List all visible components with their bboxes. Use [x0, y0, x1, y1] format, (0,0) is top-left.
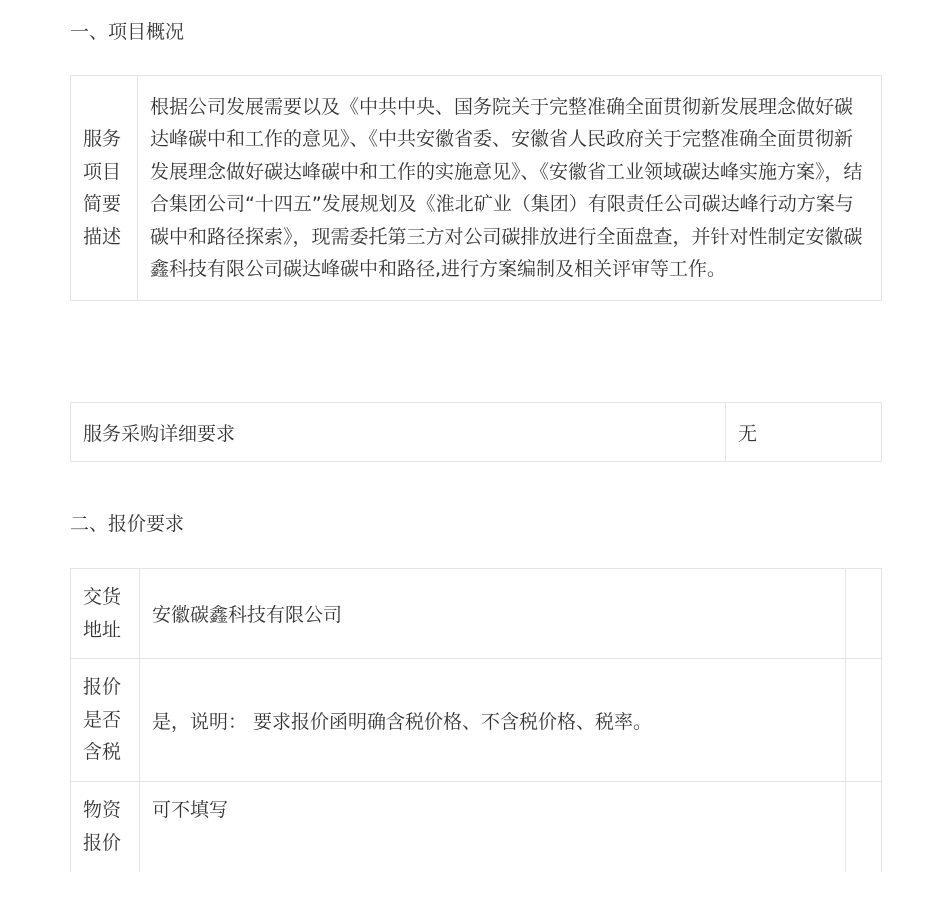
empty-cell [846, 659, 882, 782]
tax-included-label: 报价是否含税 [71, 659, 140, 782]
section-heading-quote-requirements: 二、报价要求 [70, 513, 185, 535]
service-description-label: 服务项目简要描述 [71, 76, 138, 301]
table-row [71, 403, 882, 462]
material-quote-value: 可不填写 [140, 782, 846, 878]
table-row [71, 76, 882, 301]
empty-cell [846, 782, 882, 878]
empty-cell [846, 569, 882, 659]
quote-requirements-table [70, 568, 882, 878]
table-row [71, 659, 882, 782]
procurement-requirements-label: 服务采购详细要求 [71, 403, 726, 462]
procurement-requirements-table [70, 402, 882, 462]
viewport-bottom-edge [0, 872, 950, 915]
table-row [71, 782, 882, 878]
tax-included-value: 是，说明： 要求报价函明确含税价格、不含税价格、税率。 [140, 659, 846, 782]
table-row [71, 569, 882, 659]
material-quote-label: 物资报价 [71, 782, 140, 878]
delivery-address-label: 交货地址 [71, 569, 140, 659]
procurement-requirements-value: 无 [726, 403, 882, 462]
section-heading-project-overview: 一、项目概况 [70, 21, 185, 43]
project-overview-table [70, 75, 882, 301]
service-description-text: 根据公司发展需要以及《中共中央、国务院关于完整准确全面贯彻新发展理念做好碳达峰碳中和工作的意见》、《中共安徽省委、安徽省人民政府关于完整准确全面贯彻新发展理念做好碳达峰碳中和工作的实施意见》、《安徽省工业领域碳达峰实施方案》，结合集团公司“十四五”发展规划及《淮北矿业（集团）有限责任公司碳达峰行动方案与碳中和路径探索》，现需委托第三方对公司碳排放进行全面盘查，并针对性制定安徽碳鑫科技有限公司碳达峰碳中和路径,进行方案编制及相关评审等工作。 [138, 76, 882, 301]
delivery-address-value: 安徽碳鑫科技有限公司 [140, 569, 846, 659]
